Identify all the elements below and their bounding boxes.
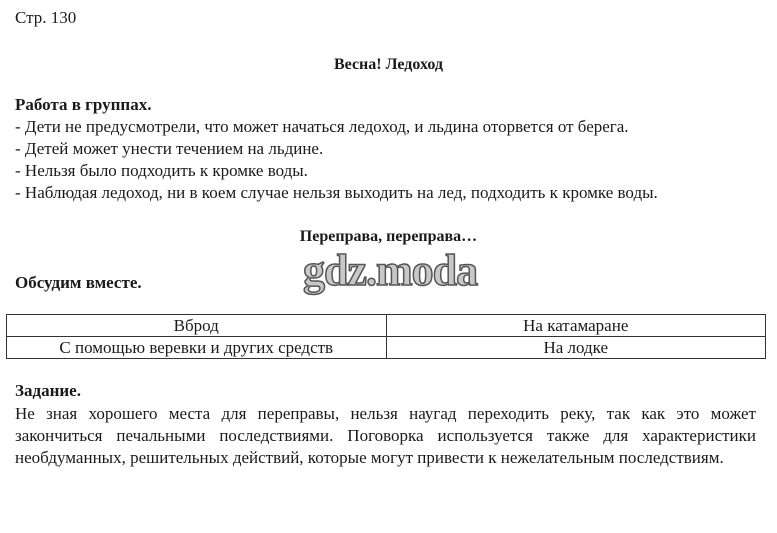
section-title-crossing: Переправа, переправа… xyxy=(299,228,478,245)
table-cell: На катамаране xyxy=(386,315,766,337)
heading-discuss: Обсудим вместе. xyxy=(15,273,142,292)
page-number: Стр. 130 xyxy=(15,8,77,27)
table-cell: На лодке xyxy=(386,337,766,359)
list-item: - Детей может унести течением на льдине. xyxy=(15,139,324,158)
list-item: - Нельзя было подходить к кромке воды. xyxy=(15,161,308,180)
watermark-logo: gdz.moda xyxy=(303,246,478,295)
heading-task: Задание. xyxy=(15,381,81,400)
table-cell: С помощью веревки и других средств xyxy=(7,337,387,359)
section-title-spring: Весна! Ледоход xyxy=(333,56,444,73)
list-item: - Наблюдая ледоход, ни в коем случае нельзя выходить на лед, подходить к кромке воды. xyxy=(15,183,658,202)
task-paragraph: Не зная хорошего места для переправы, нельзя наугад переходить реку, так как это может закончиться печальными последствиями. Поговорка используется также для характеристики необдуманных, решительных действий, которые могут привести к нежелательным последствиям. xyxy=(15,404,756,467)
crossing-methods-table xyxy=(6,314,766,359)
table-cell: Вброд xyxy=(7,315,387,337)
table-row xyxy=(7,337,766,359)
list-item: - Дети не предусмотрели, что может начаться ледоход, и льдина оторвется от берега. xyxy=(15,117,629,136)
heading-group-work: Работа в группах. xyxy=(15,95,152,114)
table-row xyxy=(7,315,766,337)
